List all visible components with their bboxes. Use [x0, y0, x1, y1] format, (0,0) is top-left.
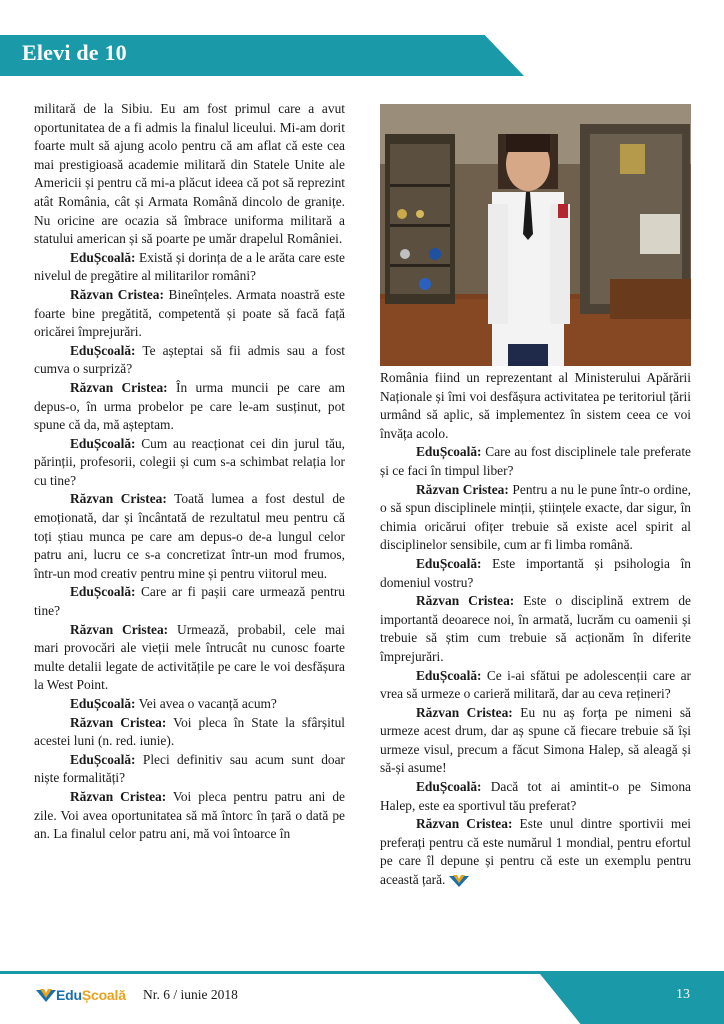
- paragraph-text: Este unul dintre sportivii mei preferați pentru că este numărul 1 mondial, pentru efortul pe care îl depune și pentru că este un exemplu pentru această țară.: [380, 816, 691, 888]
- paragraph-text: Care au fost disciplinele tale preferate și ce faci în timpul liber?: [380, 444, 691, 478]
- paragraph-text: Toată lumea a fost destul de emoționată, dar și încântată de rezultatul meu pentru că toți știau munca pe care am depus-o de-a lungul celor patru ani, lucru ce s-a concretizat într-un mod frumos, într-un mod creativ pentru mine și pentru viitorul meu.: [34, 491, 345, 581]
- logo-check-icon: [36, 988, 56, 1002]
- paragraph-text: Voi pleca în State la sfârșitul acestei luni (n. red. iunie).: [34, 714, 345, 749]
- paragraph-text: Care ar fi pașii care urmează pentru tine?: [34, 584, 345, 619]
- paragraph-text: Este importantă și psihologia în domeniul vostru?: [380, 555, 691, 590]
- paragraph: [34, 435, 345, 491]
- issue-label: Nr. 6 / iunie 2018: [143, 987, 238, 1002]
- paragraph: [380, 815, 691, 889]
- article-column-right: [380, 369, 691, 890]
- article-column-left: [34, 100, 345, 844]
- paragraph: [380, 369, 691, 443]
- paragraph: [380, 443, 691, 480]
- paragraph-text: Pentru a nu le pune într-o ordine, o să spun disciplinele minții, științele exacte, dar sigur, în chimia oricărui ofițer trebuie să existe acel spirit al disciplinelor sensibile, cum ar fi limba română.: [380, 481, 691, 553]
- paragraph-text: Dacă tot ai amintit-o pe Simona Halep, este ea sportivul tău preferat?: [380, 779, 691, 813]
- paragraph-text: Există și dorința de a le arăta care este nivelul de pregătire al militarilor români?: [34, 249, 345, 284]
- paragraph-text: Ce i-ai sfătui pe adolescenții care ar vrea să urmeze o carieră militară, dar au ceva rețineri?: [380, 667, 691, 702]
- paragraph-text: Eu nu aș forța pe nimeni să urmeze acest drum, dar aș spune că fiecare trebuie să își urmeze visul, precum a făcut Simona Halep, să aleagă și să-și asume!: [380, 704, 691, 776]
- paragraph-text: Te așteptai să fii admis sau a fost cumva o surpriză?: [34, 342, 345, 377]
- paragraph: [34, 100, 345, 249]
- speaker-label: EduȘcoală:: [416, 444, 482, 460]
- paragraph: [380, 704, 691, 778]
- paragraph: [34, 286, 345, 342]
- speaker-label: EduȘcoală:: [70, 584, 136, 600]
- speaker-label: Răzvan Cristea:: [70, 379, 168, 395]
- paragraph-text: Bineînțeles. Armata noastră este foarte bine pregătită, competentă și poate să facă față oricărei împrejurări.: [34, 286, 345, 340]
- paragraph-text: Este o disciplină extrem de importantă deoarece noi, în armată, lucrăm cu oamenii și trebuie să știm cum trebuie să acționăm în diferite împrejurări.: [380, 593, 691, 664]
- paragraph: [34, 695, 345, 714]
- paragraph: [34, 751, 345, 788]
- paragraph: [34, 342, 345, 379]
- paragraph-text: Pleci definitiv sau acum sunt doar niște formalități?: [34, 751, 345, 786]
- eduscoala-logo: [36, 985, 126, 1005]
- paragraph: [34, 583, 345, 620]
- speaker-label: EduȘcoală:: [416, 667, 482, 683]
- paragraph: [34, 621, 345, 695]
- speaker-label: Răzvan Cristea:: [70, 788, 167, 804]
- paragraph: [380, 555, 691, 592]
- paragraph-text: România fiind un reprezentant al Ministerului Apărării Naționale și îmi voi desfășura activitatea pe teritoriul țării urmând să aplic, să implementez în sistem ceea ce voi învăța acolo.: [380, 370, 691, 441]
- speaker-label: Răzvan Cristea:: [70, 491, 167, 507]
- paragraph: [34, 788, 345, 844]
- paragraph: [380, 667, 691, 704]
- paragraph-text: Voi pleca pentru patru ani de zile. Voi avea oportunitatea să mă întorc în țară o dată pe an. La finalul celor patru ani, mă voi întoarce în: [34, 788, 345, 842]
- photo-illustration: [380, 104, 691, 366]
- section-title: Elevi de 10: [22, 40, 127, 65]
- paragraph: [34, 714, 345, 751]
- paragraph-text: Urmează, probabil, cele mai mari provocări ale vieții mele întrucât nu cunosc foarte multe detalii legate de activitățile pe care le voi desfășura la West Point.: [34, 621, 345, 693]
- speaker-label: Răzvan Cristea:: [416, 704, 513, 720]
- paragraph-text: militară de la Sibiu. Eu am fost primul care a avut oportunitatea de a fi admis la finalul liceului. Mi-am dorit foarte mult să ajung acolo pentru că am aflat că este cea mai prestigioasă academie militară din Statele Unite ale Americii și pentru că mi-a plăcut ideea că pot să reprezint atât România, cât și Armata Română dincolo de granițe. Nu oricine are ocazia să îmbrace uniforma militară a statului american și să poarte pe umăr drapelul României.: [34, 101, 345, 247]
- paragraph: [34, 490, 345, 583]
- paragraph-text: În urma muncii pe care am depus-o, în urma probelor pe care le-am susținut, pot spune că da, mă așteptam.: [34, 379, 345, 433]
- paragraph: [380, 481, 691, 555]
- speaker-label: Răzvan Cristea:: [416, 481, 509, 497]
- speaker-label: EduȘcoală:: [70, 751, 136, 767]
- paragraph: [380, 778, 691, 815]
- speaker-label: Răzvan Cristea:: [70, 621, 169, 637]
- paragraph: [34, 379, 345, 435]
- speaker-label: Răzvan Cristea:: [70, 286, 164, 302]
- speaker-label: EduȘcoală:: [416, 779, 482, 795]
- logo-text-edu: Edu: [56, 987, 82, 1003]
- footer-band: [540, 974, 724, 1024]
- speaker-label: EduȘcoală:: [70, 696, 136, 711]
- page-number: 13: [676, 987, 690, 1002]
- speaker-label: EduȘcoală:: [70, 342, 136, 358]
- speaker-label: EduȘcoală:: [70, 435, 136, 451]
- paragraph: [34, 249, 345, 286]
- photo-cadet-uniform: [380, 104, 691, 366]
- speaker-label: Răzvan Cristea:: [416, 593, 515, 609]
- speaker-label: Răzvan Cristea:: [70, 714, 167, 730]
- paragraph: [380, 592, 691, 666]
- logo-text-scoala: Școală: [81, 987, 126, 1003]
- speaker-label: Răzvan Cristea:: [416, 816, 513, 832]
- paragraph-text: Vei avea o vacanță acum?: [135, 696, 277, 711]
- footer-rule: [0, 971, 724, 974]
- paragraph-text: Cum au reacționat cei din jurul tău, părinții, profesorii, colegii și cum s-a schimbat relația lor cu tine?: [34, 435, 345, 488]
- end-of-article-icon: [449, 874, 469, 887]
- speaker-label: EduȘcoală:: [70, 249, 136, 265]
- speaker-label: EduȘcoală:: [416, 555, 482, 571]
